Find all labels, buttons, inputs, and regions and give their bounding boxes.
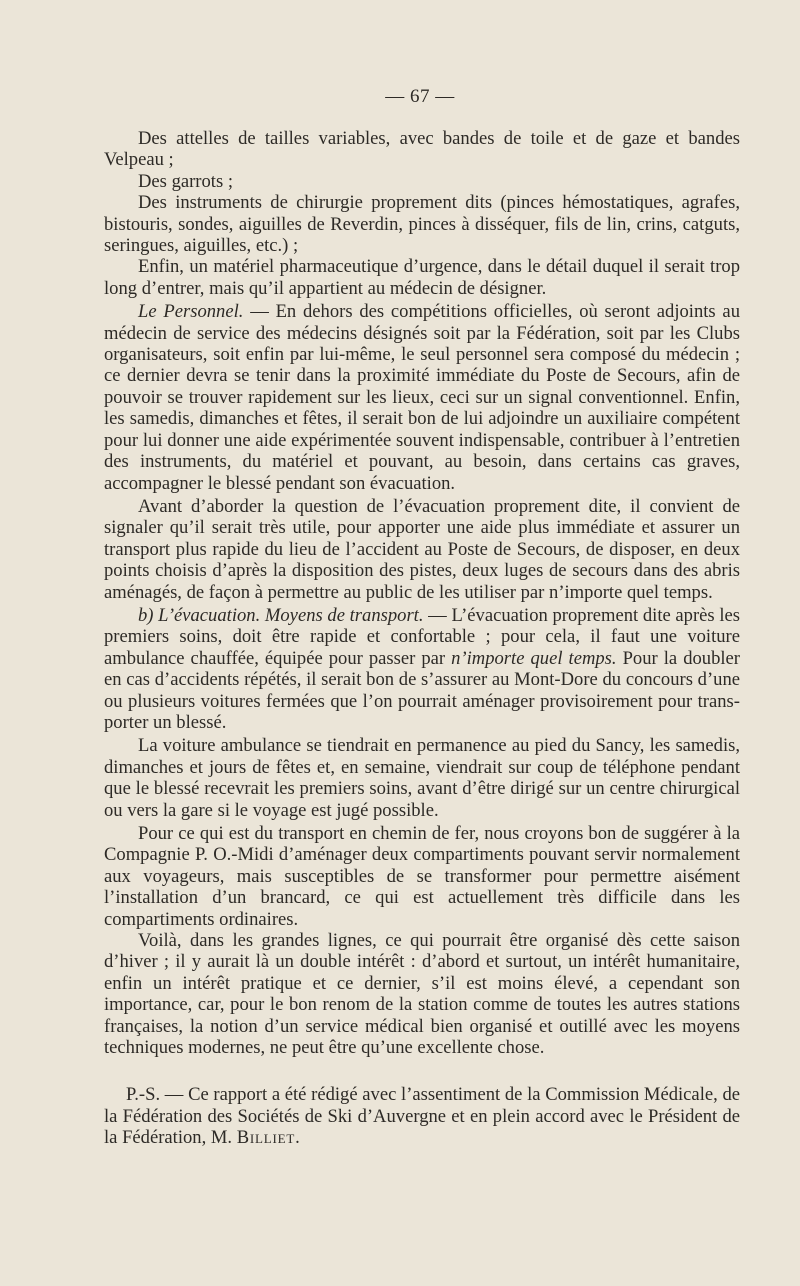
section-title-evacuation: b) L’évacuation. Moyens de transport. <box>138 604 424 626</box>
paragraph-conclusion: Voilà, dans les grandes lignes, ce qui pourrait être organisé dès cette saison d’hiver ; il y aurait là un double intérêt : d’abord et surtout, un intérêt humanitaire, enfin un intérêt pratique et ce dernier, s’il est moins élevé, a cependant son importance, car, pour le bon renom de la station comme de toutes les autres stations françaises, la notion d’un service médical bien organisé et outillé avec les moyens techniques modernes, ne peut être qu’une excellente chose. <box>104 930 740 1059</box>
evacuation-emphasis: n’importe quel temps. <box>451 647 617 669</box>
paragraph-personnel <box>104 301 740 494</box>
paragraph-ambulance: La voiture ambulance se tiendrait en permanence au pied du Sancy, les samedis, dimanches et jours de fêtes et, en semaine, viendrait sur coup de téléphone pendant que le blessé recevrait les premiers soins, avant d’être dirigé sur un centre chirurgical ou vers la gare si le voyage est jugé possible. <box>104 735 740 821</box>
paragraph-instruments: Des instruments de chirurgie proprement dits (pinces hémostatiques, agrafes, bistouris, sondes, aiguilles de Reverdin, pinces à disséquer, fils de lin, crins, catguts, seringues, aiguilles, etc.) ; <box>104 192 740 257</box>
paragraph-garrots: Des garrots ; <box>138 170 234 192</box>
postscript-end: . <box>295 1127 300 1149</box>
personnel-text: — En dehors des compétitions officielles, où seront adjoints au médecin de service des médecins désignés soit par la Fédération, soit par les Clubs organisateurs, soit enfin par lui-même, le seul personnel sera composé du médecin ; ce dernier devra se tenir dans la proximité immédiate du Poste de Secours, afin de pouvoir se trouver rapidement sur les lieux, ceci sur un signal conventionnel. Enfin, les samedis, dimanches et fêtes, il serait bon de lui adjoindre un auxiliaire compétent pour lui donner une aide expérimentée souvent indispensable, contribuer à l’entretien des instruments, du matériel et pouvant, au besoin, dans certains cas graves, accompagner le blessé pendant son évacuation. <box>104 301 740 494</box>
page-number: — 67 — <box>385 86 455 107</box>
evacuation-text-a: — L’évacuation proprement dite après les premiers soins, doit être rapide et confortable ; pour cela, il faut une voiture ambulance chauffée, équipée pour passer par <box>104 604 740 669</box>
postscript-text: P.-S. — Ce rapport a été rédigé avec l’assentiment de la Commission Médicale, de la Fédération des Sociétés de Ski d’Auvergne et en plein accord avec le Président de la Fédération, M. <box>104 1084 740 1149</box>
president-name: Billiet <box>236 1127 296 1149</box>
body-text <box>104 128 740 1149</box>
paragraph-luges: Avant d’aborder la question de l’évacuation proprement dite, il convient de signaler qu’il serait très utile, pour apporter une aide plus immédiate et assurer un transport plus rapide du lieu de l’accident au Poste de Secours, de disposer, en deux points choisis d’après la disposition des pistes, deux luges de secours dans des abris aménagés, de façon à permettre au public de les utiliser par n’importe quel temps. <box>104 495 740 603</box>
paragraph-attelles: Des attelles de tailles variables, avec bandes de toile et de gaze et bandes Velpeau ; <box>104 128 740 171</box>
paragraph-chemin-de-fer: Pour ce qui est du transport en chemin de fer, nous croyons bon de suggérer à la Compagnie P. O.-Midi d’aménager deux compartiments pouvant servir normalement aux voyageurs, mais susceptibles de se transformer pour permettre aisément l’installation d’un brancard, ce qui est actuellement très difficile dans les compartiments ordinaires. <box>104 823 740 930</box>
evacuation-text-b: Pour la doubler en cas d’accidents répétés, il serait bon de s’assurer au Mont-Dore du concours d’une ou plusieurs voitures fermées que l’on pourrait aménager provisoirement pour transporter un blessé. <box>104 647 740 733</box>
paragraph-evacuation <box>104 605 740 733</box>
section-title-personnel: Le Personnel. <box>138 301 244 323</box>
paragraph-materiel-pharmaceutique: Enfin, un matériel pharmaceutique d’urgence, dans le détail duquel il serait trop long d’entrer, mais qu’il appartient au médecin de désigner. <box>104 256 740 299</box>
postscript <box>104 1084 740 1148</box>
